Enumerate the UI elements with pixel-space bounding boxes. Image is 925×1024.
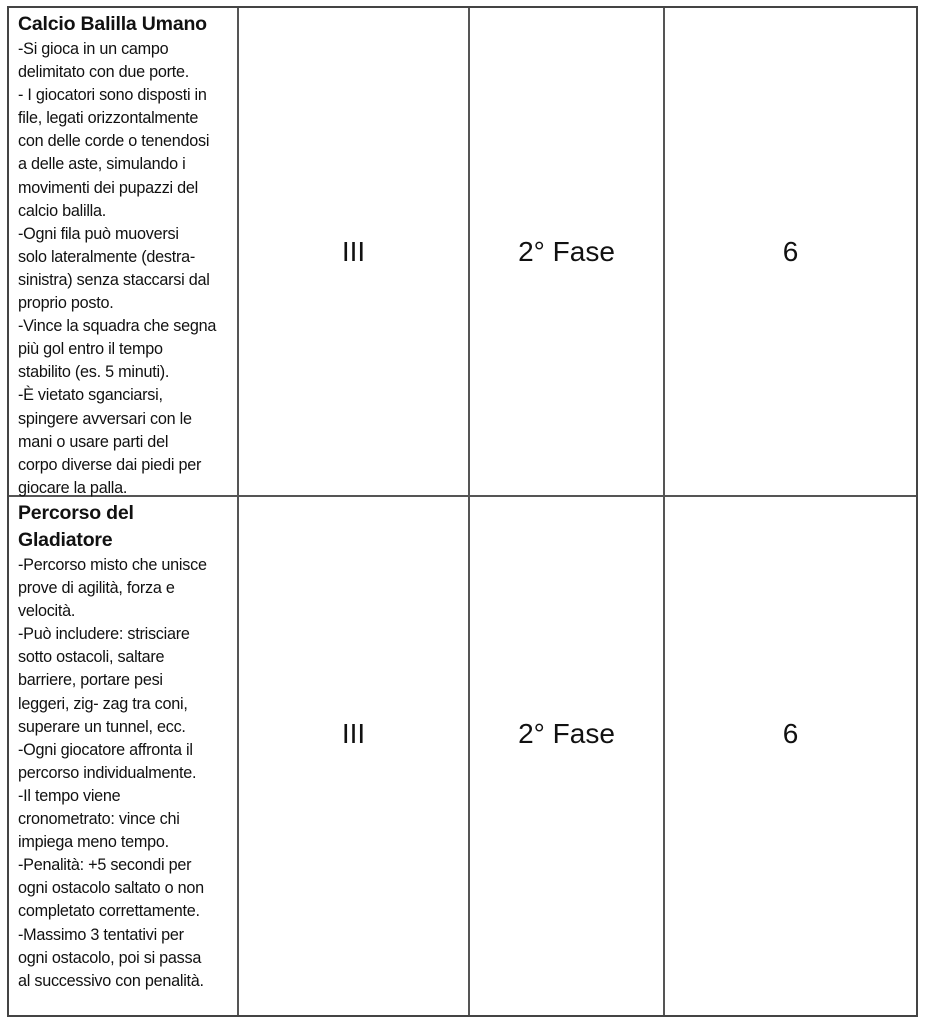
description-line: -Si gioca in un campo (18, 40, 169, 58)
description-line: delimitato con due porte. (18, 63, 190, 82)
value-cell: 6 (782, 718, 799, 749)
description-line: -È vietato sganciarsi, (18, 386, 163, 405)
description-line: giocare la palla. (18, 478, 128, 497)
activity-title-line: Gladiatore (18, 529, 113, 551)
description-line: -Penalità: +5 secondi per (18, 856, 192, 875)
description-line: corpo diverse dai piedi per (18, 455, 202, 474)
description-line: più gol entro il tempo (18, 340, 163, 359)
description-line: al successivo con penalità. (18, 971, 204, 990)
description-line: velocità. (18, 602, 76, 621)
description-line: -Può includere: strisciare (18, 625, 190, 644)
description-line: superare un tunnel, ecc. (18, 717, 186, 736)
description-line: prove di agilità, forza e (18, 579, 175, 598)
activity-title-line: Percorso del (18, 502, 134, 524)
phase-cell: 2° Fase (518, 718, 615, 749)
description-line: sinistra) senza staccarsi dal (18, 270, 210, 289)
level-cell: III (341, 718, 366, 749)
description-line: -Massimo 3 tentativi per (18, 925, 184, 944)
description-line: impiega meno tempo. (18, 833, 169, 852)
activity-title: Calcio Balilla Umano (18, 13, 207, 35)
description-line: ogni ostacolo saltato o non (18, 879, 204, 898)
description-line: ogni ostacolo, poi si passa (18, 948, 202, 967)
description-line: leggeri, zig- zag tra coni, (18, 694, 188, 713)
description-line: movimenti dei pupazzi del (18, 178, 199, 197)
level-cell: III (341, 235, 366, 267)
description-line: -Ogni giocatore affronta il (18, 740, 193, 759)
activity-description (18, 11, 236, 500)
description-line: solo lateralmente (destra- (18, 247, 196, 266)
description-line: calcio balilla. (18, 201, 107, 220)
description-line: con delle corde o tenendosi (18, 132, 210, 151)
description-line: barriere, portare pesi (18, 671, 163, 690)
description-line: completato correttamente. (18, 902, 200, 921)
description-line: -Ogni fila può muoversi (18, 224, 179, 243)
table-row (9, 497, 916, 1015)
description-line: mani o usare parti del (18, 432, 169, 451)
description-line: - I giocatori sono disposti in (18, 86, 207, 105)
description-line: proprio posto. (18, 294, 114, 313)
description-line: cronometrato: vince chi (18, 810, 180, 829)
description-line: -Il tempo viene (18, 786, 121, 805)
description-line: -Percorso misto che unisce (18, 556, 207, 574)
activity-description (18, 500, 236, 993)
description-line: spingere avversari con le (18, 409, 192, 428)
description-line: file, legati orizzontalmente (18, 109, 199, 128)
activities-table (7, 6, 918, 1017)
description-line: -Vince la squadra che segna (18, 317, 217, 336)
table-row (9, 8, 916, 495)
description-line: percorso individualmente. (18, 763, 197, 782)
description-line: a delle aste, simulando i (18, 155, 186, 174)
value-cell: 6 (782, 235, 799, 267)
phase-cell: 2° Fase (518, 235, 615, 267)
description-line: stabilito (es. 5 minuti). (18, 363, 170, 382)
description-line: sotto ostacoli, saltare (18, 648, 165, 667)
